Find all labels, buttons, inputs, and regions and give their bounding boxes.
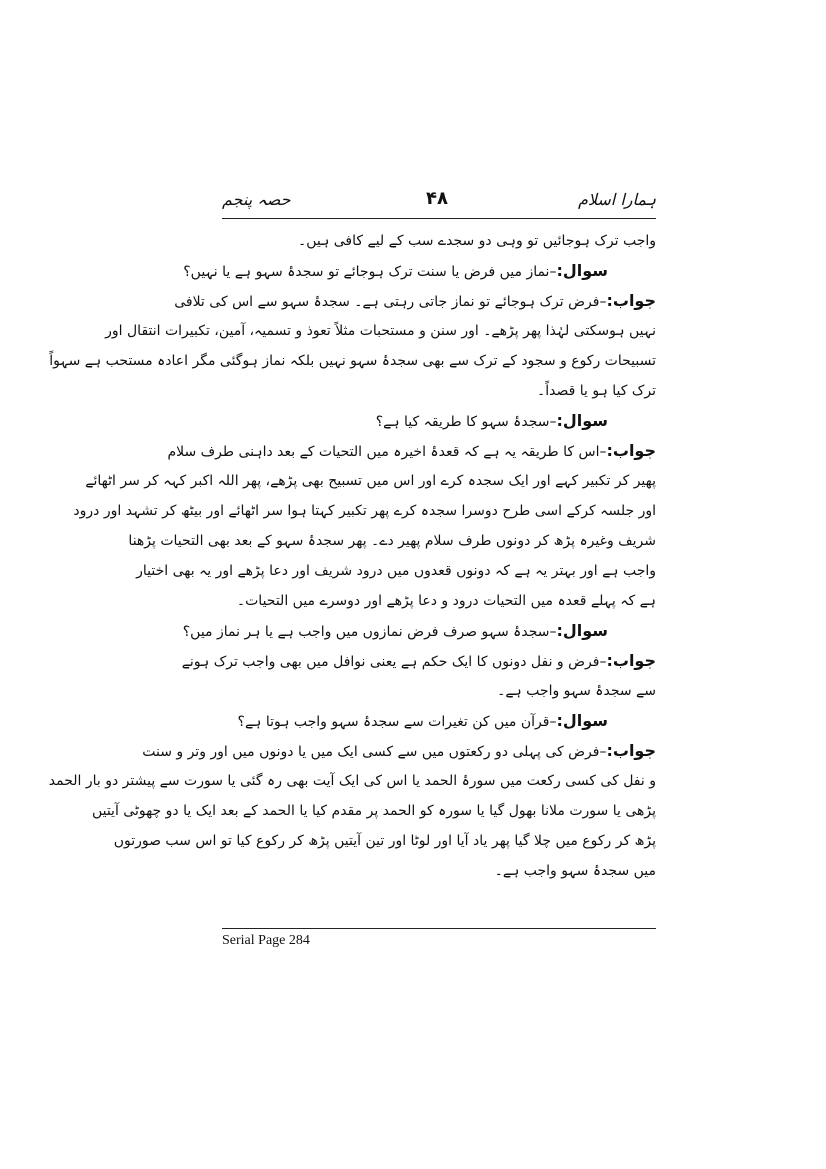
page-header (222, 188, 656, 219)
question-line: سوال:–نماز میں فرض یا سنت ترک ہوجائے تو سجدۂ سہو ہے یا نہیں؟ (183, 261, 608, 280)
text-line: میں سجدۂ سہو واجب ہے۔ (494, 863, 656, 879)
question-label: سوال: (556, 411, 608, 430)
text-line: سے سجدۂ سہو واجب ہے۔ (497, 683, 656, 699)
page-body (48, 226, 656, 886)
part-title: حصہ پنجم (222, 190, 291, 209)
text-line: تسبیحات رکوع و سجود کے ترک سے بھی سجدۂ سہو نہیں بلکہ نماز ہوگئی مگر اعادہ مستحب ہے سہواً (49, 353, 656, 369)
answer-line: جواب:–فرض ترک ہوجائے تو نماز جاتی رہتی ہے۔ سجدۂ سہو سے اس کی تلافی (174, 291, 656, 310)
answer-label: جواب: (606, 651, 656, 670)
text-line: پڑھ کر رکوع میں چلا گیا پھر یاد آیا اور لوٹا اور تین آیتیں پڑھ کر رکوع کیا تو اس سب صورتوں (113, 833, 656, 849)
serial-page: Serial Page 284 (222, 933, 310, 948)
text-line: ترک کیا ہو یا قصداً۔ (537, 383, 656, 399)
question-label: سوال: (556, 711, 608, 730)
text-line: واجب ہے اور بہتر یہ ہے کہ دونوں قعدوں میں درود شریف اور دعا پڑھے اور یہ بھی اختیار (136, 563, 656, 579)
page-number: ۴۸ (426, 188, 448, 209)
answer-label: جواب: (606, 741, 656, 760)
question-label: سوال: (556, 621, 608, 640)
book-title: ہمارا اسلام (577, 190, 656, 209)
question-line: سوال:–قرآن میں کن تغیرات سے سجدۂ سہو واجب ہوتا ہے؟ (237, 711, 608, 730)
question-line: سوال:–سجدۂ سہو کا طریقہ کیا ہے؟ (375, 411, 608, 430)
answer-line: جواب:–فرض و نفل دونوں کا ایک حکم ہے یعنی نوافل میں بھی واجب ترک ہونے (181, 651, 656, 670)
text-line: پڑھی یا سورت ملانا بھول گیا یا سورہ کو الحمد پر مقدم کیا یا الحمد کے بعد ایک یا دو چھوٹی آیتیں (91, 803, 656, 819)
question-label: سوال: (556, 261, 608, 280)
text-line: ہے کہ پہلے قعدہ میں التحیات درود و دعا پڑھے اور دوسرے میں التحیات۔ (236, 593, 656, 609)
answer-line: جواب:–اس کا طریقہ یہ ہے کہ قعدۂ اخیرہ میں التحیات کے بعد داہنی طرف سلام (167, 441, 656, 460)
text-line: و نفل کی کسی رکعت میں سورۂ الحمد یا اس کی ایک آیت بھی رہ گئی یا سورت سے پیشتر دو بار الحمد (48, 773, 656, 789)
text-line: نہیں ہوسکتی لہٰذا پھر پڑھے۔ اور سنن و مستحبات مثلاً تعوذ و تسمیہ، آمین، تکبیرات انتقال اور (105, 323, 656, 339)
text-line: واجب ترک ہوجائیں تو وہی دو سجدے سب کے لیے کافی ہیں۔ (298, 233, 656, 249)
text-line: شریف وغیرہ پڑھ کر دونوں طرف سلام پھیر دے۔ پھر سجدۂ سہو کے بعد بھی التحیات پڑھنا (128, 533, 656, 549)
question-line: سوال:–سجدۂ سہو صرف فرض نمازوں میں واجب ہے یا ہر نماز میں؟ (182, 621, 608, 640)
text-line: پھیر کر تکبیر کہے اور ایک سجدہ کرے اور اس میں تسبیح بھی پڑھے، پھر اللہ اکبر کہہ کر سر اٹھائے (85, 473, 656, 489)
text-line: اور جلسہ کرکے اسی طرح دوسرا سجدہ کرے پھر تکبیر کہتا ہوا سر اٹھائے اور بیٹھ کر تشہد اور درود (73, 503, 656, 519)
answer-label: جواب: (606, 441, 656, 460)
page-footer (222, 928, 656, 949)
answer-line: جواب:–فرض کی پہلی دو رکعتوں میں سے کسی ایک میں یا دونوں میں اور وتر و سنت (142, 741, 656, 760)
answer-label: جواب: (606, 291, 656, 310)
